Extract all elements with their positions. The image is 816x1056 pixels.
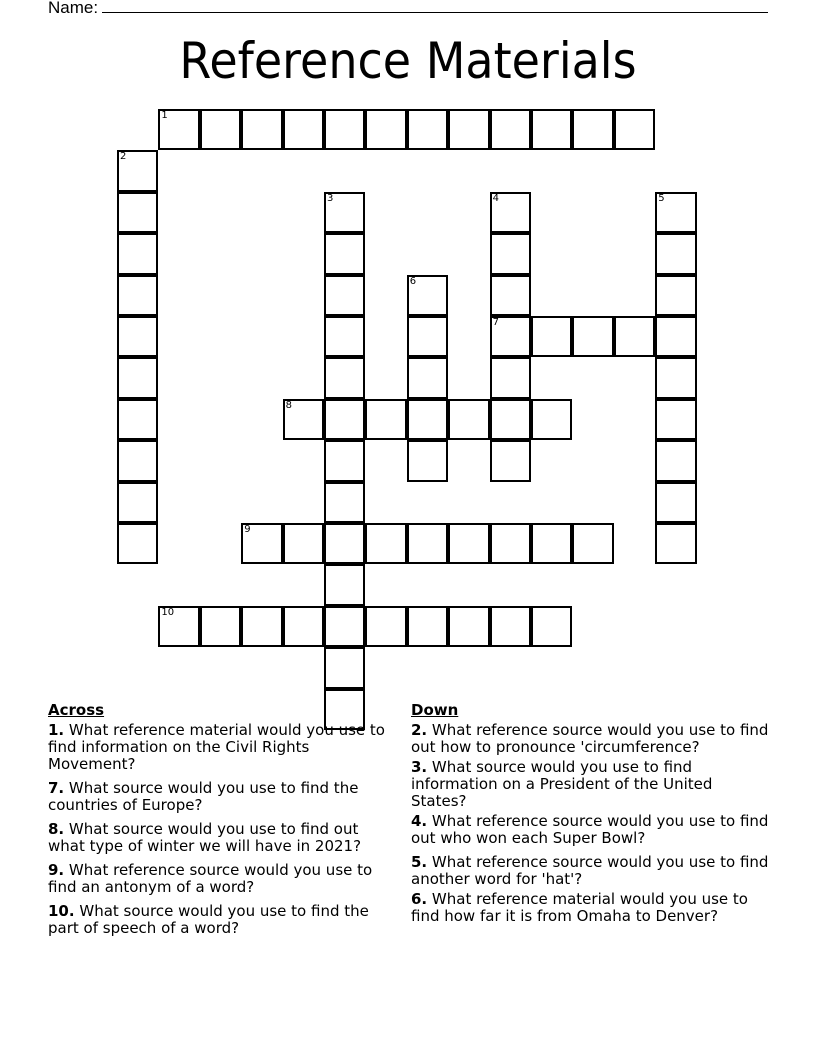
clue-number-label: 4 [492,192,499,204]
crossword-cell[interactable] [241,109,282,150]
crossword-cell[interactable] [117,192,158,233]
crossword-cell[interactable] [655,482,696,523]
clue-number-label: 9 [244,524,251,535]
crossword-cell[interactable] [655,440,696,481]
clue-number-label: 5 [658,192,665,204]
crossword-cell[interactable] [117,440,158,481]
clue-number-label: 6 [409,275,417,287]
clue-number-label: 3 [327,192,334,204]
clue-number: 7. [48,779,65,797]
crossword-cell[interactable] [490,606,531,647]
clue-number: 2. [411,721,428,739]
crossword-cell[interactable] [324,233,365,274]
crossword-cell[interactable] [283,109,324,150]
crossword-cell[interactable] [655,357,696,398]
crossword-cell[interactable] [365,523,406,564]
clue-number: 10. [48,902,75,920]
crossword-cell[interactable] [324,482,365,523]
crossword-cell[interactable] [117,523,158,564]
crossword-cell[interactable] [365,606,406,647]
crossword-cell[interactable] [448,399,489,440]
crossword-cell[interactable] [655,192,696,233]
clue-text: What source would you use to find information on a President of the United States? [411,758,713,810]
crossword-cell[interactable] [158,109,199,150]
crossword-cell[interactable] [324,440,365,481]
crossword-cell[interactable] [200,109,241,150]
crossword-cell[interactable] [365,399,406,440]
crossword-cell[interactable] [407,275,448,316]
clue-text: What reference source would you use to find out how to pronounce 'circumference? [411,721,769,756]
crossword-cell[interactable] [407,109,448,150]
across-clues [48,702,398,944]
crossword-cell[interactable] [407,316,448,357]
clue-number: 1. [48,721,65,739]
clue-number: 6. [411,890,428,908]
crossword-cell[interactable] [158,606,199,647]
crossword-cell[interactable] [117,357,158,398]
clue-text: What reference source would you use to find out who won each Super Bowl? [411,812,769,847]
crossword-cell[interactable] [531,109,572,150]
crossword-cell[interactable] [448,523,489,564]
crossword-cell[interactable] [490,192,531,233]
crossword-cell[interactable] [324,647,365,688]
crossword-cell[interactable] [572,523,613,564]
crossword-cell[interactable] [241,523,282,564]
crossword-cell[interactable] [324,192,365,233]
crossword-cell[interactable] [531,399,572,440]
crossword-cell[interactable] [283,606,324,647]
down-heading: Down [411,701,459,719]
crossword-cell[interactable] [448,109,489,150]
crossword-cell[interactable] [324,109,365,150]
clue-number: 4. [411,812,428,830]
crossword-cell[interactable] [241,606,282,647]
crossword-cell[interactable] [490,523,531,564]
clue-across-7 [48,780,398,814]
name-label: Name: [48,0,99,17]
clue-text: What source would you use to find out what type of winter we will have in 2021? [48,820,362,855]
crossword-cell[interactable] [655,523,696,564]
clue-down-4 [411,813,771,847]
crossword-cell[interactable] [614,109,655,150]
clue-across-1 [48,722,398,773]
crossword-cell[interactable] [655,316,696,357]
clue-across-8 [48,821,398,855]
crossword-cell[interactable] [407,523,448,564]
crossword-cell[interactable] [324,606,365,647]
clue-number: 5. [411,853,428,871]
crossword-cell[interactable] [407,399,448,440]
crossword-cell[interactable] [655,233,696,274]
crossword-cell[interactable] [490,233,531,274]
crossword-cell[interactable] [531,523,572,564]
clue-down-2 [411,722,771,756]
crossword-cell[interactable] [407,440,448,481]
clue-number: 9. [48,861,65,879]
crossword-cell[interactable] [324,357,365,398]
crossword-cell[interactable] [324,564,365,605]
crossword-cell[interactable] [324,316,365,357]
clue-number: 3. [411,758,428,776]
clue-number-label: 2 [120,151,127,163]
crossword-cell[interactable] [490,275,531,316]
clue-text: What source would you use to find the countries of Europe? [48,779,359,814]
crossword-cell[interactable] [117,150,158,191]
crossword-cell[interactable] [117,399,158,440]
crossword-cell[interactable] [490,357,531,398]
crossword-cell[interactable] [117,316,158,357]
crossword-cell[interactable] [365,109,406,150]
crossword-cell[interactable] [117,275,158,316]
crossword-cell[interactable] [324,275,365,316]
page-title: Reference Materials [179,32,637,90]
crossword-cell[interactable] [283,523,324,564]
clue-number-label: 7 [492,317,499,328]
crossword-cell[interactable] [117,482,158,523]
clue-number: 8. [48,820,65,838]
clue-number-label: 10 [161,606,175,618]
crossword-cell[interactable] [448,606,489,647]
clue-text: What source would you use to find the part of speech of a word? [48,902,369,937]
crossword-cell[interactable] [531,316,572,357]
crossword-cell[interactable] [490,440,531,481]
crossword-cell[interactable] [490,109,531,150]
clue-text: What reference source would you use to find an antonym of a word? [48,861,373,896]
crossword-cell[interactable] [200,606,241,647]
crossword-cell[interactable] [614,316,655,357]
crossword-cell[interactable] [324,399,365,440]
crossword-cell[interactable] [655,399,696,440]
across-heading: Across [48,701,105,719]
crossword-cell[interactable] [490,399,531,440]
clue-text: What reference source would you use to find another word for 'hat'? [411,853,769,888]
clue-number-label: 1 [161,110,168,121]
crossword-cell[interactable] [531,606,572,647]
crossword-cell[interactable] [117,233,158,274]
crossword-cell[interactable] [407,606,448,647]
crossword-cell[interactable] [572,316,613,357]
crossword-cell[interactable] [283,399,324,440]
clue-across-9 [48,862,398,896]
crossword-cell[interactable] [490,316,531,357]
down-clues [411,702,771,932]
clue-down-6 [411,891,771,925]
clue-number-label: 8 [285,399,292,411]
clue-text: What reference material would you use to find how far it is from Omaha to Denver? [411,890,748,925]
crossword-cell[interactable] [324,523,365,564]
clue-down-5 [411,854,771,888]
clue-text: What reference material would you use to find information on the Civil Rights Movement? [48,721,385,773]
crossword-cell[interactable] [655,275,696,316]
clue-across-10 [48,903,398,937]
clue-down-3 [411,759,771,810]
crossword-cell[interactable] [572,109,613,150]
crossword-cell[interactable] [407,357,448,398]
